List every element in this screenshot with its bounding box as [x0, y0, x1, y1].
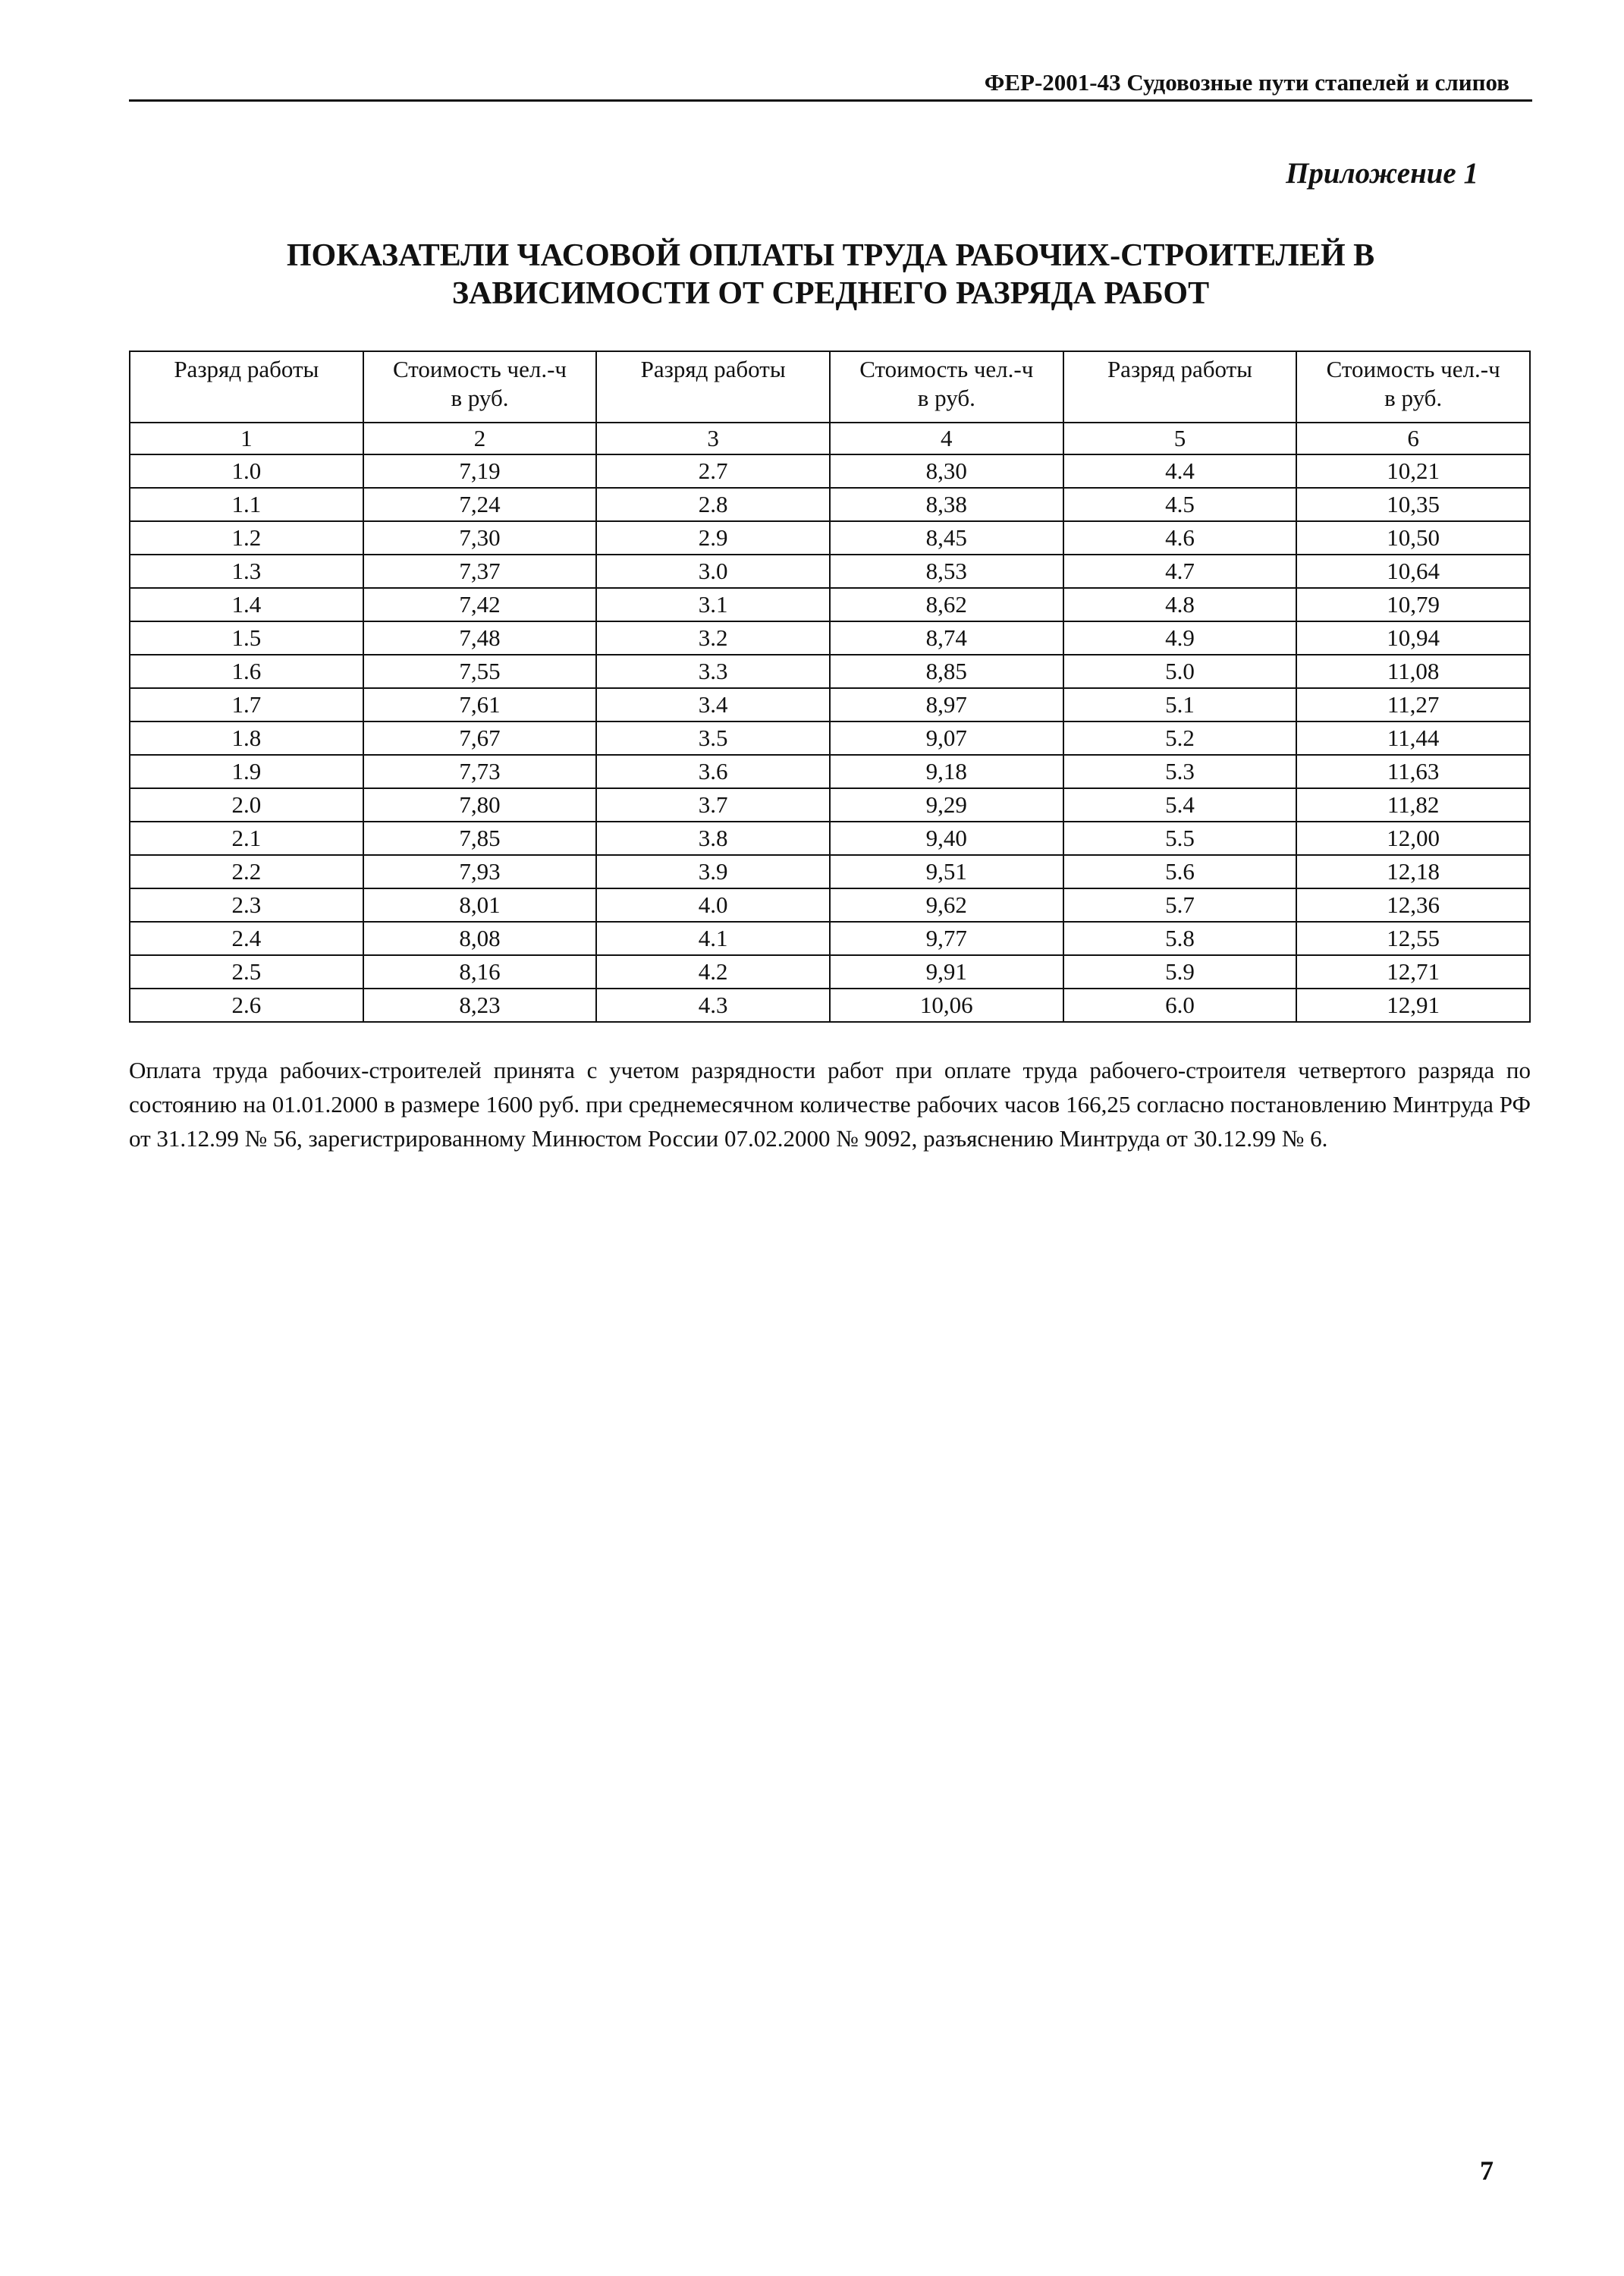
cost-cell: 12,18 [1296, 855, 1530, 888]
cost-cell: 10,79 [1296, 588, 1530, 621]
cost-cell: 7,85 [363, 822, 597, 855]
cost-cell: 8,30 [830, 454, 1063, 488]
table-row [130, 888, 1530, 922]
page-title [129, 237, 1532, 313]
title-line-1: ПОКАЗАТЕЛИ ЧАСОВОЙ ОПЛАТЫ ТРУДА РАБОЧИХ-СТРОИТЕЛЕЙ В [286, 238, 1375, 273]
table-row [130, 555, 1530, 588]
table-row [130, 822, 1530, 855]
grade-cell: 3.3 [596, 655, 830, 688]
cost-cell: 11,63 [1296, 755, 1530, 788]
table-header-row [130, 351, 1530, 423]
grade-cell: 5.1 [1063, 688, 1297, 721]
grade-cell: 3.5 [596, 721, 830, 755]
grade-cell: 2.8 [596, 488, 830, 521]
wage-rates-table [129, 351, 1531, 1023]
grade-cell: 1.5 [130, 621, 363, 655]
table-row [130, 989, 1530, 1022]
cost-cell: 12,91 [1296, 989, 1530, 1022]
cost-cell: 7,48 [363, 621, 597, 655]
cost-cell: 8,38 [830, 488, 1063, 521]
table-row [130, 721, 1530, 755]
grade-cell: 3.8 [596, 822, 830, 855]
column-number: 5 [1063, 423, 1297, 454]
grade-cell: 4.3 [596, 989, 830, 1022]
table-row [130, 454, 1530, 488]
column-number: 4 [830, 423, 1063, 454]
cost-cell: 7,24 [363, 488, 597, 521]
cost-cell: 11,82 [1296, 788, 1530, 822]
cost-cell: 8,16 [363, 955, 597, 989]
cost-cell: 9,51 [830, 855, 1063, 888]
cost-cell: 9,77 [830, 922, 1063, 955]
grade-cell: 5.2 [1063, 721, 1297, 755]
cost-cell: 8,45 [830, 521, 1063, 555]
table-row [130, 955, 1530, 989]
cost-cell: 8,53 [830, 555, 1063, 588]
cost-cell: 7,37 [363, 555, 597, 588]
cost-cell: 8,23 [363, 989, 597, 1022]
grade-cell: 5.9 [1063, 955, 1297, 989]
grade-cell: 5.6 [1063, 855, 1297, 888]
column-header: Разряд работы [596, 351, 830, 423]
cost-cell: 10,64 [1296, 555, 1530, 588]
grade-cell: 2.3 [130, 888, 363, 922]
column-header: Разряд работы [1063, 351, 1297, 423]
cost-cell: 9,91 [830, 955, 1063, 989]
cost-cell: 10,50 [1296, 521, 1530, 555]
cost-cell: 11,44 [1296, 721, 1530, 755]
cost-cell: 9,29 [830, 788, 1063, 822]
cost-cell: 8,08 [363, 922, 597, 955]
column-header: Разряд работы [130, 351, 363, 423]
cost-cell: 8,97 [830, 688, 1063, 721]
grade-cell: 4.8 [1063, 588, 1297, 621]
cost-cell: 7,93 [363, 855, 597, 888]
column-number: 1 [130, 423, 363, 454]
grade-cell: 2.0 [130, 788, 363, 822]
table-row [130, 922, 1530, 955]
grade-cell: 2.7 [596, 454, 830, 488]
cost-cell: 8,62 [830, 588, 1063, 621]
column-number: 2 [363, 423, 597, 454]
grade-cell: 4.7 [1063, 555, 1297, 588]
appendix-label: Приложение 1 [1286, 157, 1478, 190]
cost-cell: 10,35 [1296, 488, 1530, 521]
title-line-2: ЗАВИСИМОСТИ ОТ СРЕДНЕГО РАЗРЯДА РАБОТ [451, 276, 1210, 311]
grade-cell: 4.5 [1063, 488, 1297, 521]
cost-cell: 9,07 [830, 721, 1063, 755]
grade-cell: 3.9 [596, 855, 830, 888]
table-row [130, 488, 1530, 521]
grade-cell: 2.1 [130, 822, 363, 855]
grade-cell: 1.9 [130, 755, 363, 788]
grade-cell: 2.9 [596, 521, 830, 555]
cost-cell: 12,55 [1296, 922, 1530, 955]
grade-cell: 4.9 [1063, 621, 1297, 655]
grade-cell: 2.6 [130, 989, 363, 1022]
grade-cell: 5.7 [1063, 888, 1297, 922]
table-row [130, 788, 1530, 822]
grade-cell: 1.2 [130, 521, 363, 555]
column-header: Стоимость чел.-ч в руб. [1296, 351, 1530, 423]
grade-cell: 3.4 [596, 688, 830, 721]
grade-cell: 5.4 [1063, 788, 1297, 822]
column-header: Стоимость чел.-ч в руб. [363, 351, 597, 423]
grade-cell: 3.7 [596, 788, 830, 822]
grade-cell: 5.3 [1063, 755, 1297, 788]
grade-cell: 3.6 [596, 755, 830, 788]
grade-cell: 1.7 [130, 688, 363, 721]
cost-cell: 9,18 [830, 755, 1063, 788]
grade-cell: 4.2 [596, 955, 830, 989]
cost-cell: 8,74 [830, 621, 1063, 655]
cost-cell: 11,27 [1296, 688, 1530, 721]
grade-cell: 1.6 [130, 655, 363, 688]
column-number: 3 [596, 423, 830, 454]
grade-cell: 1.0 [130, 454, 363, 488]
grade-cell: 3.1 [596, 588, 830, 621]
cost-cell: 12,00 [1296, 822, 1530, 855]
grade-cell: 1.4 [130, 588, 363, 621]
cost-cell: 10,94 [1296, 621, 1530, 655]
grade-cell: 4.1 [596, 922, 830, 955]
column-header: Стоимость чел.-ч в руб. [830, 351, 1063, 423]
grade-cell: 4.0 [596, 888, 830, 922]
grade-cell: 3.2 [596, 621, 830, 655]
table-row [130, 521, 1530, 555]
table-row [130, 621, 1530, 655]
cost-cell: 10,06 [830, 989, 1063, 1022]
column-number-row [130, 423, 1530, 454]
table-row [130, 588, 1530, 621]
table-row [130, 688, 1530, 721]
cost-cell: 7,80 [363, 788, 597, 822]
grade-cell: 3.0 [596, 555, 830, 588]
cost-cell: 8,01 [363, 888, 597, 922]
grade-cell: 1.3 [130, 555, 363, 588]
cost-cell: 12,36 [1296, 888, 1530, 922]
grade-cell: 1.8 [130, 721, 363, 755]
table-body [130, 423, 1530, 1022]
column-number: 6 [1296, 423, 1530, 454]
table-row [130, 655, 1530, 688]
grade-cell: 5.0 [1063, 655, 1297, 688]
cost-cell: 7,30 [363, 521, 597, 555]
grade-cell: 1.1 [130, 488, 363, 521]
explanatory-note: Оплата труда рабочих-строителей принята с учетом разрядности работ при оплате труда рабочего-строителя четвертого разряда по состоянию на 01.01.2000 в размере 1600 руб. при среднемесячном количестве рабочих часов 166,25 согласно постановлению Минтруда РФ от 31.12.99 № 56, зарегистрированному Минюстом России 07.02.2000 № 9092, разъяснению Минтруда от 30.12.99 № 6. [129, 1057, 1531, 1152]
grade-cell: 4.6 [1063, 521, 1297, 555]
cost-cell: 10,21 [1296, 454, 1530, 488]
grade-cell: 2.2 [130, 855, 363, 888]
grade-cell: 2.5 [130, 955, 363, 989]
cost-cell: 7,42 [363, 588, 597, 621]
cost-cell: 11,08 [1296, 655, 1530, 688]
cost-cell: 7,19 [363, 454, 597, 488]
running-header [129, 67, 1532, 102]
cost-cell: 7,55 [363, 655, 597, 688]
cost-cell: 8,85 [830, 655, 1063, 688]
grade-cell: 5.5 [1063, 822, 1297, 855]
cost-cell: 7,73 [363, 755, 597, 788]
table-row [130, 755, 1530, 788]
grade-cell: 6.0 [1063, 989, 1297, 1022]
cost-cell: 12,71 [1296, 955, 1530, 989]
grade-cell: 2.4 [130, 922, 363, 955]
table-row [130, 855, 1530, 888]
grade-cell: 5.8 [1063, 922, 1297, 955]
cost-cell: 9,62 [830, 888, 1063, 922]
grade-cell: 4.4 [1063, 454, 1297, 488]
cost-cell: 7,67 [363, 721, 597, 755]
page-number: 7 [1480, 2155, 1494, 2186]
running-title: ФЕР-2001-43 Судовозные пути стапелей и слипов [984, 69, 1509, 96]
cost-cell: 9,40 [830, 822, 1063, 855]
cost-cell: 7,61 [363, 688, 597, 721]
